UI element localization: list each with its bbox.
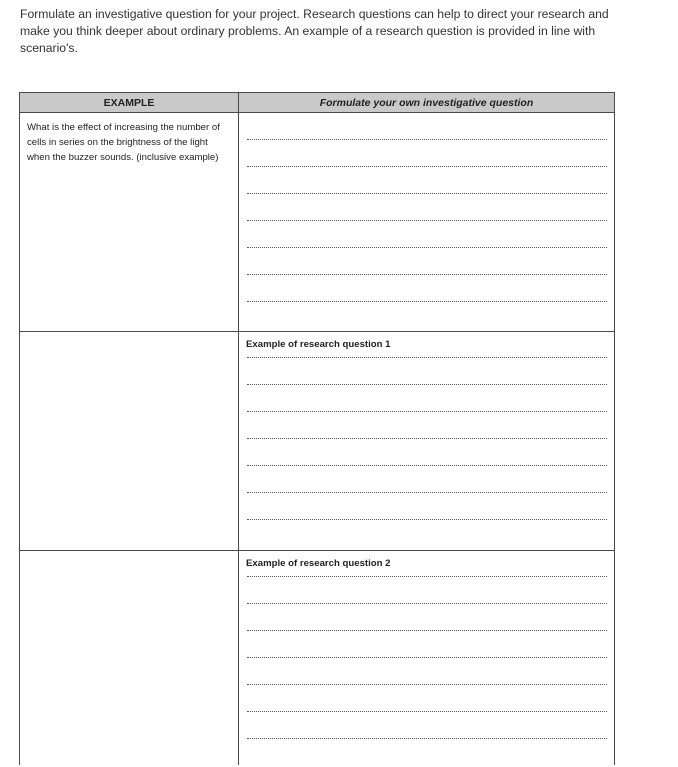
writing-line xyxy=(247,247,607,248)
writing-line xyxy=(247,684,607,685)
empty-example-cell-2 xyxy=(20,551,239,766)
writing-line xyxy=(247,166,607,167)
investigative-question-table xyxy=(19,92,615,765)
writing-line xyxy=(247,603,607,604)
writing-line xyxy=(247,384,607,385)
example-cell xyxy=(20,113,239,332)
writing-line xyxy=(247,657,607,658)
writing-line xyxy=(247,519,607,520)
research-question-1-cell[interactable] xyxy=(239,332,615,551)
writing-line xyxy=(247,738,607,739)
writing-line xyxy=(247,492,607,493)
writing-line xyxy=(247,438,607,439)
writing-line xyxy=(247,220,607,221)
research-question-2-cell[interactable] xyxy=(239,551,615,766)
empty-example-cell-1 xyxy=(20,332,239,551)
example-question-text: What is the effect of increasing the number of cells in series on the brightness of the light when the buzzer sounds. (inclusive example) xyxy=(27,122,220,163)
own-question-answer-cell[interactable] xyxy=(239,113,615,332)
writing-line xyxy=(247,301,607,302)
own-question-writing-area[interactable] xyxy=(239,113,614,331)
writing-line xyxy=(247,711,607,712)
writing-line xyxy=(247,411,607,412)
instructions-text: Formulate an investigative question for your project. Research questions can help to direct your research and make you think deeper about ordinary problems. An example of a research question is provided in line with scenario's. xyxy=(20,7,609,55)
writing-line xyxy=(247,576,607,577)
writing-line xyxy=(247,193,607,194)
research-question-2-label: Example of research question 2 xyxy=(246,558,391,569)
research-question-1-label: Example of research question 1 xyxy=(246,339,391,350)
writing-line xyxy=(247,139,607,140)
writing-line xyxy=(247,274,607,275)
own-question-column-header: Formulate your own investigative question xyxy=(239,93,615,113)
writing-line xyxy=(247,630,607,631)
research-question-1-writing-area[interactable] xyxy=(239,332,614,550)
writing-line xyxy=(247,357,607,358)
writing-line xyxy=(247,465,607,466)
research-question-2-writing-area[interactable] xyxy=(239,551,614,765)
example-column-header: EXAMPLE xyxy=(20,93,239,113)
